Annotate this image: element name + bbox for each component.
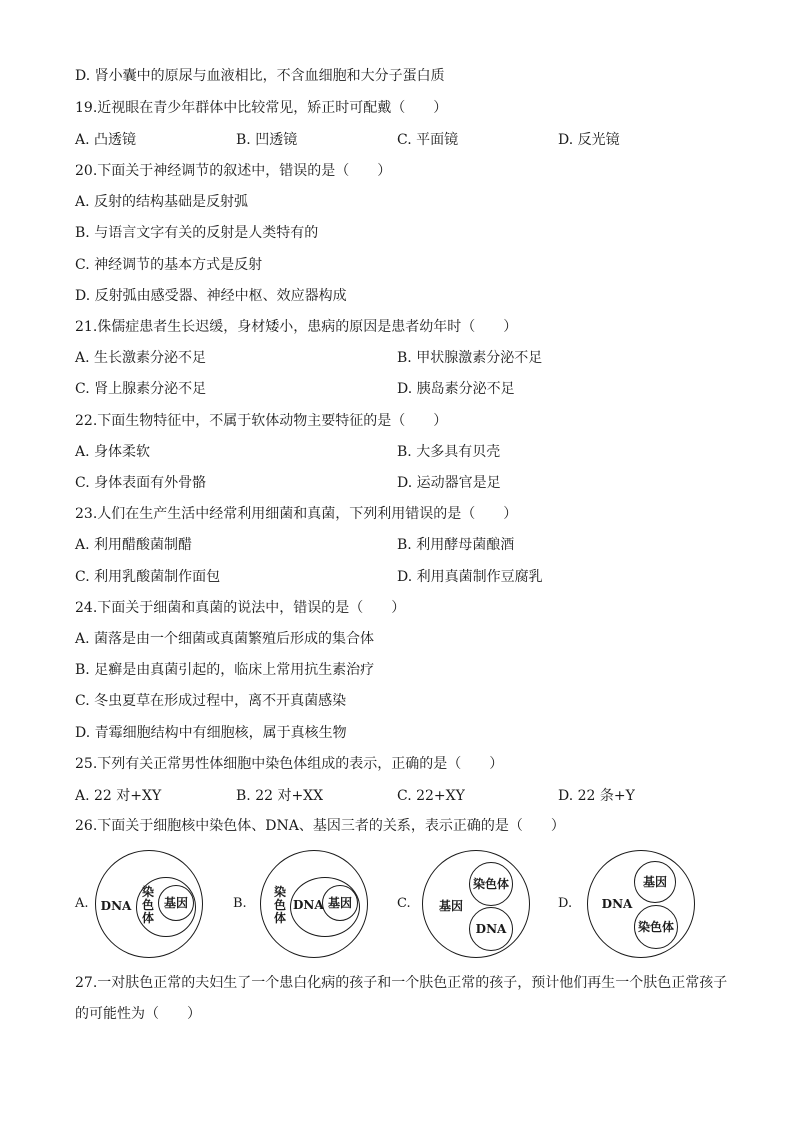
- option-22a: A. 身体柔软: [75, 444, 151, 460]
- question-26: 26.下面关于细胞核中染色体、DNA、基因三者的关系，表示正确的是（ ）: [75, 818, 565, 834]
- option-22b: B. 大多具有贝壳: [397, 444, 501, 460]
- diagram-b-middle-label: DNA: [293, 898, 324, 912]
- option-20b: B. 与语言文字有关的反射是人类特有的: [75, 225, 319, 241]
- option-19b: B. 凹透镜: [236, 132, 298, 148]
- option-24b: B. 足癣是由真菌引起的，临床上常用抗生素治疗: [75, 662, 375, 678]
- diagram-c-outer-label: 基因: [438, 899, 463, 913]
- option-21b: B. 甲状腺激素分泌不足: [397, 350, 543, 366]
- question-27: 27.一对肤色正常的夫妇生了一个患白化病的孩子和一个肤色正常的孩子，预计他们再生一个肤色正常孩子: [75, 975, 728, 991]
- diagram-a-inner-label: 基因: [163, 896, 188, 910]
- option-19a: A. 凸透镜: [75, 132, 137, 148]
- diagram-a-letter: A.: [75, 896, 89, 911]
- option-21c: C. 肾上腺素分泌不足: [75, 381, 207, 397]
- option-21d: D. 胰岛素分泌不足: [397, 381, 515, 397]
- diagram-d-bottom-label: 染色体: [637, 920, 674, 934]
- diagram-b-outer-label: 染 色 体: [273, 885, 286, 925]
- diagram-d-letter: D.: [558, 896, 573, 911]
- diagram-d-outer-label: DNA: [601, 897, 633, 911]
- option-22d: D. 运动器官是足: [397, 475, 501, 491]
- question-20: 20.下面关于神经调节的叙述中，错误的是（ ）: [75, 163, 392, 179]
- question-23: 23.人们在生产生活中经常利用细菌和真菌，下列利用错误的是（ ）: [75, 506, 518, 522]
- option-25b: B. 22 对+XX: [236, 788, 324, 804]
- option-24a: A. 菌落是由一个细菌或真菌繁殖后形成的集合体: [75, 631, 375, 647]
- question-21: 21.侏儒症患者生长迟缓，身材矮小，患病的原因是患者幼年时（ ）: [75, 319, 518, 335]
- option-25a: A. 22 对+XY: [75, 788, 162, 804]
- option-19d: D. 反光镜: [558, 132, 620, 148]
- diagram-b-letter: B.: [233, 896, 247, 911]
- diagram-a-middle-label: 染 色 体: [141, 885, 154, 925]
- option-22c: C. 身体表面有外骨骼: [75, 475, 207, 491]
- diagram-d-top-label: 基因: [642, 875, 667, 889]
- option-25c: C. 22+XY: [397, 788, 465, 804]
- diagram-c-letter: C.: [397, 896, 411, 911]
- option-23d: D. 利用真菌制作豆腐乳: [397, 569, 543, 585]
- diagram-a-outer-label: DNA: [100, 899, 132, 913]
- option-20c: C. 神经调节的基本方式是反射: [75, 257, 263, 273]
- question-19: 19.近视眼在青少年群体中比较常见，矫正时可配戴（ ）: [75, 100, 448, 116]
- question-27-continued: 的可能性为（ ）: [75, 1006, 201, 1022]
- option-18d: D. 肾小囊中的原尿与血液相比，不含血细胞和大分子蛋白质: [75, 68, 445, 84]
- option-21a: A. 生长激素分泌不足: [75, 350, 207, 366]
- option-23a: A. 利用醋酸菌制醋: [75, 537, 193, 553]
- option-23c: C. 利用乳酸菌制作面包: [75, 569, 221, 585]
- diagram-c-top-label: 染色体: [472, 877, 509, 891]
- option-24c: C. 冬虫夏草在形成过程中，离不开真菌感染: [75, 693, 347, 709]
- option-20d: D. 反射弧由感受器、神经中枢、效应器构成: [75, 288, 347, 304]
- option-20a: A. 反射的结构基础是反射弧: [75, 194, 249, 210]
- question-24: 24.下面关于细菌和真菌的说法中，错误的是（ ）: [75, 600, 406, 616]
- option-19c: C. 平面镜: [397, 132, 459, 148]
- question-25: 25.下列有关正常男性体细胞中染色体组成的表示，正确的是（ ）: [75, 756, 504, 772]
- option-25d: D. 22 条+Y: [558, 788, 635, 804]
- option-24d: D. 青霉细胞结构中有细胞核，属于真核生物: [75, 725, 347, 741]
- question-22: 22.下面生物特征中，不属于软体动物主要特征的是（ ）: [75, 413, 448, 429]
- option-23b: B. 利用酵母菌酿酒: [397, 537, 515, 553]
- diagram-c-bottom-label: DNA: [475, 922, 507, 936]
- diagram-b-inner-label: 基因: [327, 896, 352, 910]
